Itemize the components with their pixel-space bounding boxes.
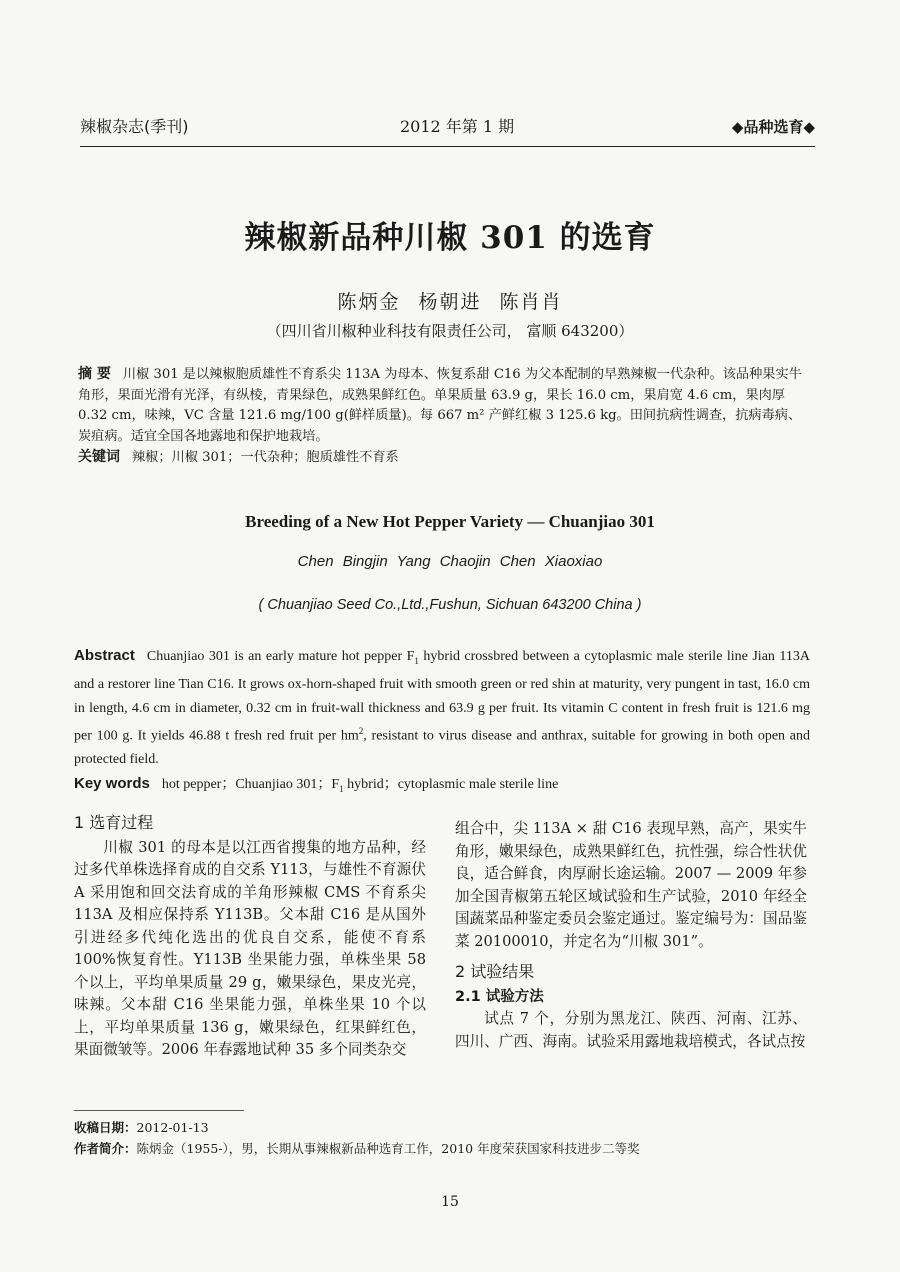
body-left-column [74, 812, 426, 1062]
abstract-en-text-b: hybrid crossbred between a cytoplasmic male sterile line Jian 113A and a restorer line Tian C16. It grows ox-horn-shaped fruit with smooth green or red shin at maturity, very pungent in tast, 16.0 cm in length, 4.6 cm in diameter, 0.32 cm in fruit-wall thickness and 63.9 g per fruit. Its vitamin C content in fresh fruit is 121.6 mg per 100 g. It yields 46.88 t fresh red fruit per hm [74, 649, 810, 744]
affiliation-cn: （四川省川椒种业科技有限责任公司， 富顺 643200） [266, 322, 634, 340]
affiliation-en: ( Chuanjiao Seed Co.,Ltd.,Fushun, Sichuan 643200 China ) [258, 597, 642, 613]
keywords-en-label: Key words [74, 774, 150, 792]
abstract-en-sup: 2 [358, 726, 364, 737]
abstract-en-text-c: , resistant to virus disease and anthrax, suitable for growing in both open and protected field. [74, 728, 811, 768]
paper-title-cn: 辣椒新品种川椒 301 的选育 [244, 220, 656, 256]
running-header [80, 112, 815, 147]
abstract-en-block [74, 644, 810, 801]
body-right-column [455, 818, 807, 1053]
received-date: 2012-01-13 [136, 1120, 209, 1135]
section-label: ◆品种选育◆ [731, 118, 815, 136]
page-number: 15 [441, 1194, 459, 1210]
authors-en: Chen Bingjin Yang Chaojin Chen Xiaoxiao [297, 553, 603, 570]
abstract-cn-label: 摘 要 [78, 366, 111, 382]
keywords-cn [78, 447, 814, 469]
abstract-cn-text: 川椒 301 是以辣椒胞质雄性不育系尖 113A 为母本、恢复系甜 C16 为父本配制的早熟辣椒一代杂种。该品种果实牛角形，果面光滑有光泽，有纵棱，青果绿色，成熟果鲜红色。单果质量 63.9 g，果长 16.0 cm，果肩宽 4.6 cm，果肉厚 0.32 cm，味辣，VC 含量 121.6 mg/100 g(鲜样质量)。每 667 m² 产鲜红椒 3 125.6 kg。田间抗病性调查，抗病毒病、炭疽病。适宜全国各地露地和保护地栽培。 [78, 367, 802, 444]
section-2-1-paragraph: 试点 7 个，分别为黑龙江、陕西、河南、江苏、四川、广西、海南。试验采用露地栽培模式，各试点按 [455, 1010, 807, 1050]
footnote-author [74, 1138, 814, 1159]
abstract-cn-block [78, 364, 814, 469]
abstract-cn [78, 364, 814, 447]
abstract-en-label: Abstract [74, 647, 135, 664]
paper-title-en: Breeding of a New Hot Pepper Variety — Chuanjiao 301 [245, 512, 655, 531]
section-2-heading: 2 试验结果 [455, 962, 535, 981]
received-label: 收稿日期： [74, 1120, 137, 1135]
abstract-en-text-a: Chuanjiao 301 is an early mature hot pepper F [146, 649, 415, 664]
footnote-received [74, 1117, 814, 1138]
issue-label: 2012 年第 1 期 [400, 117, 515, 136]
author-bio: 陈炳金（1955-），男，长期从事辣椒新品种选育工作，2010 年度荣获国家科技进步二等奖 [136, 1141, 640, 1156]
journal-name: 辣椒杂志(季刊) [80, 117, 189, 136]
keywords-cn-label: 关键词 [78, 449, 120, 465]
authors-cn: 陈炳金 杨朝进 陈肖肖 [337, 291, 563, 313]
keywords-en [74, 772, 810, 801]
keywords-en-text-b: hybrid；cytoplasmic male sterile line [343, 776, 559, 792]
section-1-paragraph: 川椒 301 的母本是以江西省搜集的地方品种，经过多代单株选择育成的自交系 Y113，与雄性不育源伏 A 采用饱和回交法育成的羊角形辣椒 CMS 不育系尖 113A 及相应保持系 Y113B。父本甜 C16 是从国外引进经多代纯化选出的优良自交系，能使不育系 100%恢复育性。Y113B 坐果能力强，单株坐果 58 个以上，平均单果质量 29 g，嫩果绿色，果皮光亮，味辣。父本甜 C16 坐果能力强，单株坐果 10 个以上，平均单果质量 136 g，嫩果绿色，红果鲜红色，果面微皱等。2006 年春露地试种 35 多个同类杂交 [74, 838, 426, 1058]
abstract-en-sub: 1 [414, 655, 419, 666]
footnotes [74, 1117, 814, 1159]
section-1-continuation: 组合中，尖 113A × 甜 C16 表现早熟，高产，果实牛角形，嫩果绿色，成熟果鲜红色，抗性强，综合性状优良，适合鲜食，肉厚耐长途运输。2007 — 2009 年参加全国青椒第五轮区域试验和生产试验，2010 年经全国蔬菜品种鉴定委员会鉴定通过。鉴定编号为：国品鉴菜 20100010，并定名为“川椒 301”。 [455, 820, 807, 950]
section-1-heading: 1 选育过程 [74, 813, 154, 832]
keywords-en-text-a: hot pepper；Chuanjiao 301；F [161, 776, 340, 792]
abstract-en [74, 644, 810, 772]
section-2-1-heading: 2.1 试验方法 [455, 988, 544, 1005]
keywords-en-sub: 1 [339, 783, 344, 794]
keywords-cn-text: 辣椒；川椒 301；一代杂种；胞质雄性不育系 [132, 450, 399, 465]
author-bio-label: 作者简介： [74, 1141, 137, 1156]
footnote-divider [74, 1110, 244, 1111]
